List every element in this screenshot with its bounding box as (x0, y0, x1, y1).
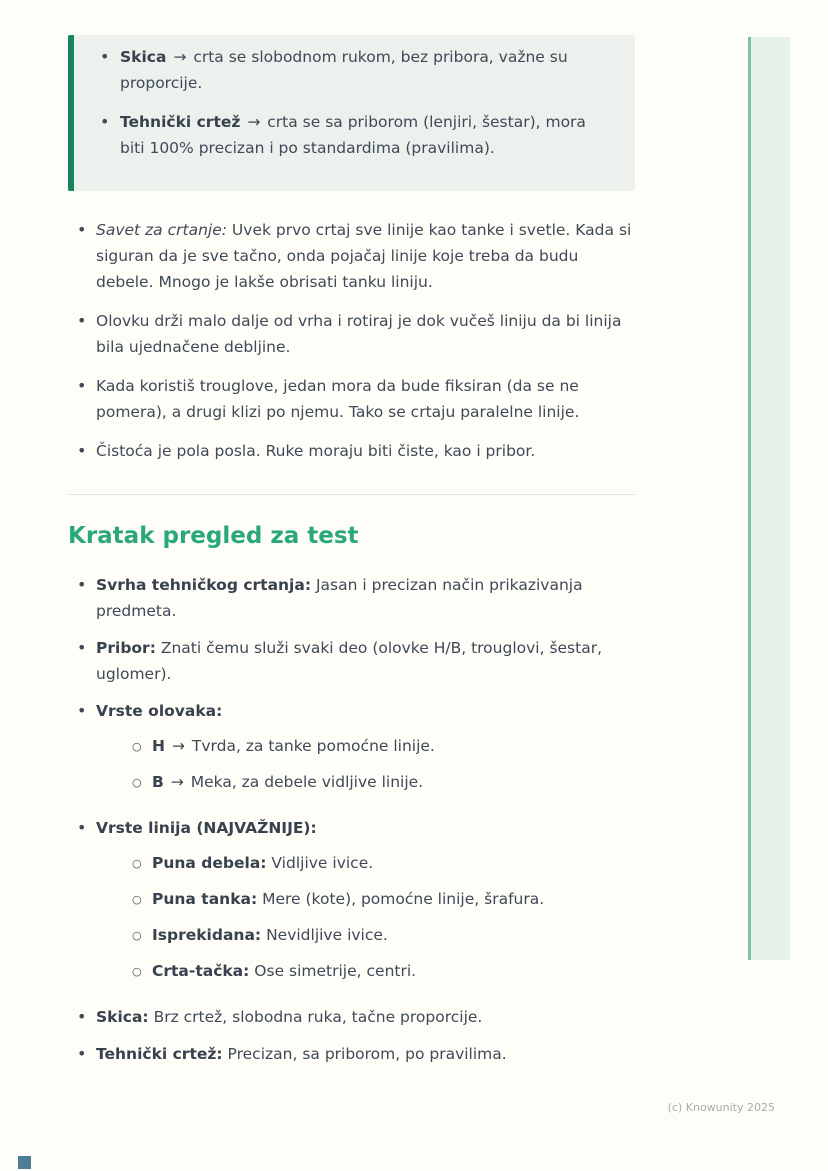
copyright-text: (c) Knowunity 2025 (667, 1101, 775, 1114)
term-label: Isprekidana: (152, 926, 262, 944)
tip-text: Kada koristiš trouglove, jedan mora da bude fiksiran (da se ne pomera), a drugi klizi po njemu. Tako se crtaju paralelne linije. (96, 377, 580, 421)
term-label: H (152, 737, 165, 755)
term-label: B (152, 773, 164, 791)
term-label: Vrste olovaka: (96, 702, 223, 720)
term-definition: Tvrda, za tanke pomoćne linije. (191, 737, 435, 755)
term-definition: crta se slobodnom rukom, bez pribora, važne su proporcije. (120, 48, 568, 92)
page-edge-indicator (748, 37, 790, 960)
term-definition: Brz crtež, slobodna ruka, tačne proporcije. (153, 1008, 483, 1026)
term-definition: crta se sa priborom (lenjiri, šestar), mora biti 100% precizan i po standardima (pravilima). (120, 113, 586, 157)
term-definition: Vidljive ivice. (271, 854, 374, 872)
term-label: Puna debela: (152, 854, 267, 872)
list-item (124, 922, 635, 948)
list-item (68, 698, 635, 795)
arrow-right-icon: → (171, 737, 185, 755)
list-item (68, 815, 635, 984)
term-label: Tehnički crtež: (96, 1045, 223, 1063)
sub-list (96, 850, 635, 984)
callout-box (68, 35, 635, 191)
list-item (124, 850, 635, 876)
summary-list (68, 572, 635, 1067)
arrow-right-icon: → (247, 113, 261, 131)
divider (68, 494, 635, 495)
list-item (68, 373, 635, 425)
term-label: Vrste linija (NAJVAŽNIJE): (96, 819, 317, 837)
term-definition: Meka, za debele vidljive linije. (190, 773, 424, 791)
list-item (124, 769, 635, 795)
term-definition: Nevidljive ivice. (266, 926, 388, 944)
list-item (124, 733, 635, 759)
list-item (68, 308, 635, 360)
sub-list (96, 733, 635, 795)
document-content (68, 35, 635, 1078)
list-item (94, 44, 615, 96)
section-heading: Kratak pregled za test (68, 523, 359, 549)
term-label: Skica (120, 48, 167, 66)
term-label: Skica: (96, 1008, 149, 1026)
list-item (68, 438, 635, 464)
list-item (68, 635, 635, 687)
term-definition: Precizan, sa priborom, po pravilima. (227, 1045, 507, 1063)
term-definition: Ose simetrije, centri. (254, 962, 417, 980)
term-label: Puna tanka: (152, 890, 258, 908)
callout-list (94, 44, 615, 161)
page-corner-marker (18, 1156, 31, 1169)
list-item (68, 217, 635, 295)
tip-text: Uvek prvo crtaj sve linije kao tanke i svetle. Kada si siguran da je sve tačno, onda pojačaj linije koje treba da budu debele. Mnogo je lakše obrisati tanku liniju. (96, 221, 632, 291)
list-item (124, 958, 635, 984)
tip-text: Čistoća je pola posla. Ruke moraju biti čiste, kao i pribor. (96, 442, 536, 460)
term-label: Pribor: (96, 639, 156, 657)
tip-text: Olovku drži malo dalje od vrha i rotiraj je dok vučeš liniju da bi linija bila ujednačene debljine. (96, 312, 622, 356)
list-item (94, 109, 615, 161)
list-item (68, 572, 635, 624)
term-label: Crta-tačka: (152, 962, 250, 980)
term-definition: Jasan i precizan način prikazivanja predmeta. (96, 576, 583, 620)
list-item (124, 886, 635, 912)
term-label: Tehnički crtež (120, 113, 241, 131)
term-label: Svrha tehničkog crtanja: (96, 576, 312, 594)
arrow-right-icon: → (170, 773, 184, 791)
term-definition: Znati čemu služi svaki deo (olovke H/B, trouglovi, šestar, uglomer). (96, 639, 603, 683)
tips-list (68, 217, 635, 464)
list-item (68, 1004, 635, 1030)
arrow-right-icon: → (173, 48, 187, 66)
list-item (68, 1041, 635, 1067)
term-definition: Mere (kote), pomoćne linije, šrafura. (262, 890, 545, 908)
tip-lead: Savet za crtanje: (96, 221, 227, 239)
